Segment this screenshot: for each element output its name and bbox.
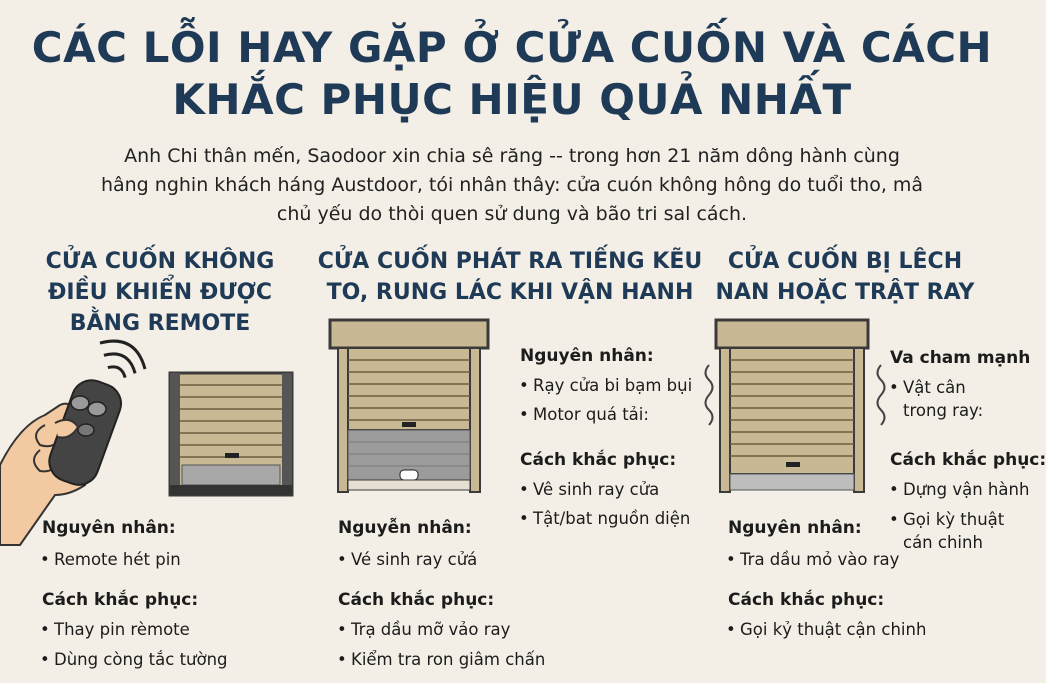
rolling-door-icon [716,320,868,492]
column-3-fix-label: Cách khắc phục: [728,590,885,610]
column-2-side-fix-label: Cách khắc phục: [520,450,677,470]
page-title [0,22,1024,126]
column-2-fix-item: • Trạ dầu mỡ vảo ray [337,620,511,639]
column-3-title [710,246,980,308]
column-1-title-line: BẰNG REMOTE [69,311,251,336]
title-line-1: CÁC LỖI HAY GẶP Ở CỬA CUỐN VÀ CÁCH [31,23,993,72]
column-2-fix-item: • Kiểm tra ron giâm chấn [337,650,546,669]
intro-line-2: hâng nghin khách háng Austdoor, tói nhân thây: cửa cuón không hông do tuổi tho, mâ [100,174,924,196]
column-3-fix-item: • Gọi kỷ thuật cận chinh [726,620,927,639]
column-2-side-cause-label: Nguyên nhân: [520,346,654,366]
column-2-cause-label: Nguyễn nhân: [338,518,472,538]
vibration-icon [700,365,718,425]
column-3-title-line: NAN HOẶC TRẬT RAY [715,280,975,305]
column-1-title-line: CỬA CUỐN KHÔNG [45,249,275,274]
rolling-door-icon [330,320,488,492]
column-3-side-fix-item: • Gọi kỳ thuật [889,510,1005,529]
column-1-cause-label: Nguyên nhân: [42,518,176,538]
title-line-2: KHẮC PHỤC HIỆU QUẢ NHẤT [172,75,852,124]
column-1-title [30,246,290,339]
column-3-title-line: CỬA CUỐN BỊ LÊCH [727,249,963,274]
signal-waves-icon [100,345,160,405]
column-2-cause-item: • Vé sinh ray cửá [337,550,478,569]
column-2-side-cause-item: • Rạy cửa bi bạm bụi [519,376,693,395]
column-2-title-line: TO, RUNG LÁC KHI VẬN HANH [326,280,694,305]
column-1-cause-item: • Remote hét pin [40,550,181,569]
column-2-side-fix-item: • Tật/bat nguồn diện [519,509,691,528]
column-3-side-cause-label: Va cham mạnh [890,348,1031,368]
column-1-title-line: ĐIỀU KHIỂN ĐƯỢC [47,280,273,305]
column-2-title-line: CỬA CUỐN PHÁT RA TIẾNG KẼU [317,249,703,274]
vibration-icon [872,365,890,425]
column-2-fix-label: Cách khắc phục: [338,590,495,610]
column-2-title [300,246,720,308]
column-1-fix-item: • Thay pin rèmote [40,620,190,639]
column-3-side-fix-label: Cách khắc phục: [890,450,1046,470]
column-3-cause-label: Nguyên nhân: [728,518,862,538]
intro-text [40,142,984,229]
column-1-fix-label: Cách khắc phục: [42,590,199,610]
intro-line-1: Anh Chi thân mến, Saodoor xin chia sê răng -- trong hơn 21 năm dông hành cùng [124,145,900,167]
column-3-side-cause-item: trong ray: [903,401,984,420]
column-3-side-cause-item: • Vật cân [889,378,966,397]
column-2-side-fix-item: • Vê sinh ray cửa [519,480,660,499]
intro-line-3: chủ yếu do thòi quen sử dung và bão tri sal cách. [276,203,748,225]
column-1-fix-item: • Dùng còng tắc tường [40,650,228,669]
column-3-side-fix-item: • Dựng vận hành [889,480,1030,499]
column-3-cause-item: • Tra dầu mỏ vào ray [726,550,900,569]
rolling-door-icon [170,373,292,495]
column-2-side-cause-item: • Motor quá tải: [519,405,649,424]
column-3-side-fix-item: cán chinh [903,533,983,552]
